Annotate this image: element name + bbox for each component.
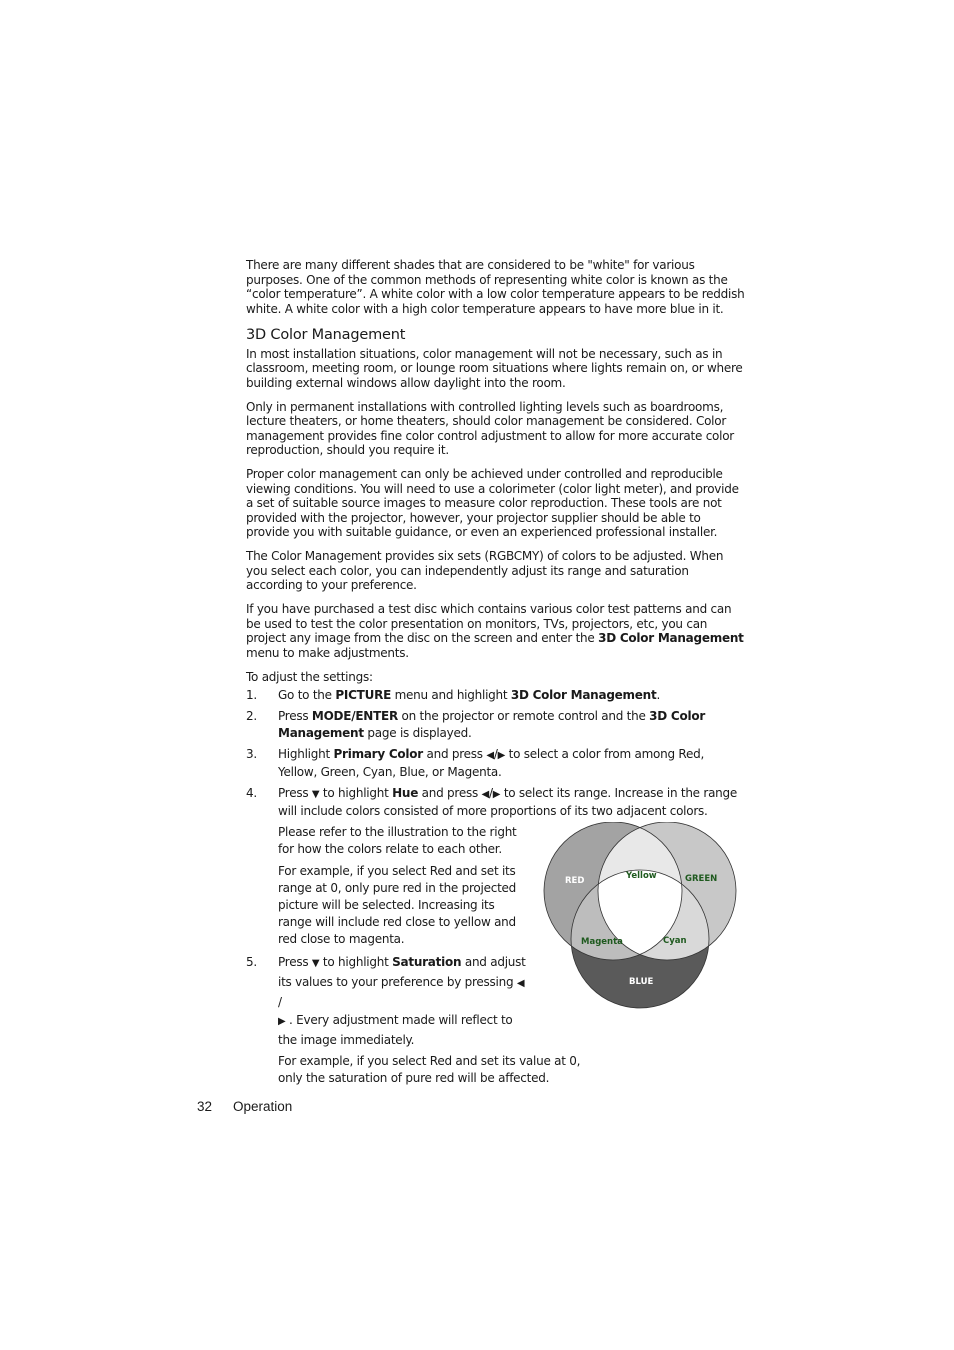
label-yellow: Yellow [626,871,657,881]
label-blue: BLUE [629,977,654,987]
down-arrow-icon: ▼ [311,789,320,800]
label-green: GREEN [685,874,718,884]
label-red: RED [565,876,585,886]
label-cyan: Cyan [663,936,687,946]
paragraph-5: If you have purchased a test disc which contains various color test patterns and can be used to test the color presentation on monitors, TVs, projectors, etc, you can project any image from the disc on the screen and enter the 3D Color Management menu to make adjustments. [246,602,744,660]
section-name: Operation [233,1099,293,1114]
section-heading: 3D Color Management [246,326,406,343]
paragraph-3: Proper color management can only be achieved under controlled and reproducible viewing conditions. You will need to use a colorimeter (color light meter), and provide a set of suitable source images to measure color reproduction. These tools are not provided with the projector, however, your projector supplier should be able to provide you with suitable guidance, or even an experienced professional installer. [246,467,739,539]
paragraph-4: The Color Management provides six sets (RGBCMY) of colors to be adjusted. When you select each color, you can independently adjust its range and saturation according to your preference. [246,549,724,592]
left-arrow-icon: ◀ [516,978,525,989]
color-venn-diagram [541,822,741,1014]
label-magenta: Magenta [581,937,623,947]
step-4-note-1: Please refer to the illustration to the right for how the colors relate to each other. [278,825,517,856]
right-arrow-icon: ▶ [278,1016,286,1027]
step-5-note: For example, if you select Red and set its value at 0, only the saturation of pure red will be affected. [278,1054,581,1085]
adjust-intro: To adjust the settings: [246,669,373,684]
step-5: 5. Press ▼ to highlight Saturation and adjust its values to your preference by pressing ◀/ ▶ . Every adjustment made will reflect to the image immediately. [246,955,526,1047]
step-4-note-2: For example, if you select Red and set its range at 0, only pure red in the projected picture will be selected. Increasing its range will include red close to yellow and red close to magenta. [278,864,517,946]
step-1: 1. Go to the PICTURE menu and highlight 3D Color Management. [246,688,661,702]
paragraph-2: Only in permanent installations with controlled lighting levels such as boardrooms, lecture theaters, or home theaters, should color management be considered. Color management provides fine color control adjustment to allow for more accurate color reproduction, should you require it. [246,399,734,457]
steps-list [246,687,746,820]
left-arrow-icon: ◀ [481,789,489,800]
intro-paragraph: There are many different shades that are considered to be "white" for various purposes. One of the common methods of representing white color is known as the “color temperature”. A white color with a low color temperature appears to be reddish white. A white color with a high color temperature appears to have more blue in it. [246,258,745,316]
down-arrow-icon: ▼ [311,958,320,969]
left-arrow-icon: ◀ [486,750,494,761]
paragraph-1: In most installation situations, color management will not be necessary, such as in classroom, meeting room, or lounge room situations where lights remain on, or where building external windows allow daylight into the room. [246,346,743,390]
page-footer [197,1099,292,1114]
right-arrow-icon: ▶ [492,789,501,800]
step-3: 3. Highlight Primary Color and press ◀/▶ to select a color from among Red, Yellow, Green, Cyan, Blue, or Magenta. [246,747,705,779]
right-arrow-icon: ▶ [497,750,506,761]
step-4: 4. Press ▼ to highlight Hue and press ◀/▶ to select its range. Increase in the range will include colors consisted of more proportions of its two adjacent colors. [246,786,738,818]
step-2: 2. Press MODE/ENTER on the projector or remote control and the 3D Color Management page is displayed. [246,709,705,740]
page-number: 32 [197,1099,213,1114]
